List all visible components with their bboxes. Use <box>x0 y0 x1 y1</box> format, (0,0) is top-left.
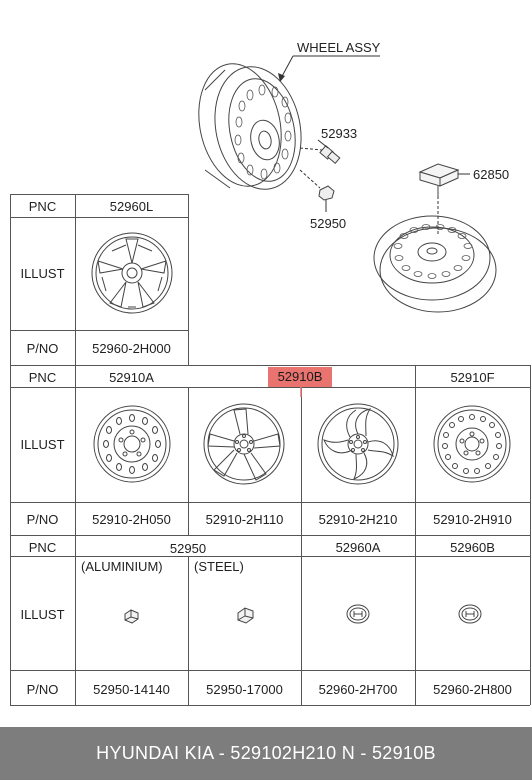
pnc-52910A: 52910A <box>109 370 154 385</box>
pno-52950-17000: 52950-17000 <box>206 682 283 697</box>
pnc-52960B: 52960B <box>450 540 495 555</box>
row-label-illust-3: ILLUST <box>20 607 65 622</box>
wheel-assy-title: WHEEL ASSY <box>297 40 381 55</box>
part-number-footer: HYUNDAI KIA - 529102H210 N - 52910B <box>0 727 532 780</box>
pno-52960-2H000: 52960-2H000 <box>92 341 171 356</box>
callout-52933: 52933 <box>321 126 358 141</box>
note-aluminium: (ALUMINIUM) <box>81 559 163 574</box>
note-steel: (STEEL) <box>194 559 244 574</box>
pnc-52950: 52950 <box>169 541 207 556</box>
pnc-52960A: 52960A <box>335 540 381 555</box>
alloy-wheel-5-spoke-illust <box>194 394 294 494</box>
pno-52960-2H700: 52960-2H700 <box>318 682 398 697</box>
pno-52910-2H910: 52910-2H910 <box>433 512 512 527</box>
row-label-illust-2: ILLUST <box>20 437 65 452</box>
center-cap-emblem-b-illust <box>457 602 483 626</box>
steel-spare-wheel-illust <box>422 394 522 494</box>
pno-52910-2H210: 52910-2H210 <box>318 512 398 527</box>
pno-52950-14140: 52950-14140 <box>93 682 170 697</box>
pno-52960-2H800: 52960-2H800 <box>433 682 512 697</box>
row-label-pno-2: P/NO <box>26 512 59 527</box>
callout-52950: 52950 <box>310 216 347 231</box>
steel-wheel-illust <box>82 394 182 494</box>
lug-nut-aluminium-illust <box>122 606 142 626</box>
row-label-pno-3: P/NO <box>26 682 59 697</box>
row-label-pno: P/NO <box>26 341 59 356</box>
pno-52910-2H050: 52910-2H050 <box>92 512 171 527</box>
row-label-illust: ILLUST <box>20 266 65 281</box>
pno-52910-2H110: 52910-2H110 <box>205 512 284 527</box>
spare-wheel-holes <box>0 0 532 320</box>
row-label-pnc-2: PNC <box>28 370 57 385</box>
pnc-52960L: 52960L <box>109 199 154 214</box>
pnc-52910B-highlight: 52910B <box>268 367 332 387</box>
callout-62850: 62850 <box>473 167 510 182</box>
pnc-52910F: 52910F <box>450 370 495 385</box>
alloy-wheel-swirl-illust <box>308 394 408 494</box>
row-label-pnc-3: PNC <box>28 540 57 555</box>
row-label-pnc: PNC <box>28 199 57 214</box>
lug-nut-steel-illust <box>235 604 257 626</box>
center-cap-emblem-a-illust <box>345 602 371 626</box>
wheel-cover-illust <box>82 225 182 325</box>
highlight-leader <box>296 387 306 407</box>
